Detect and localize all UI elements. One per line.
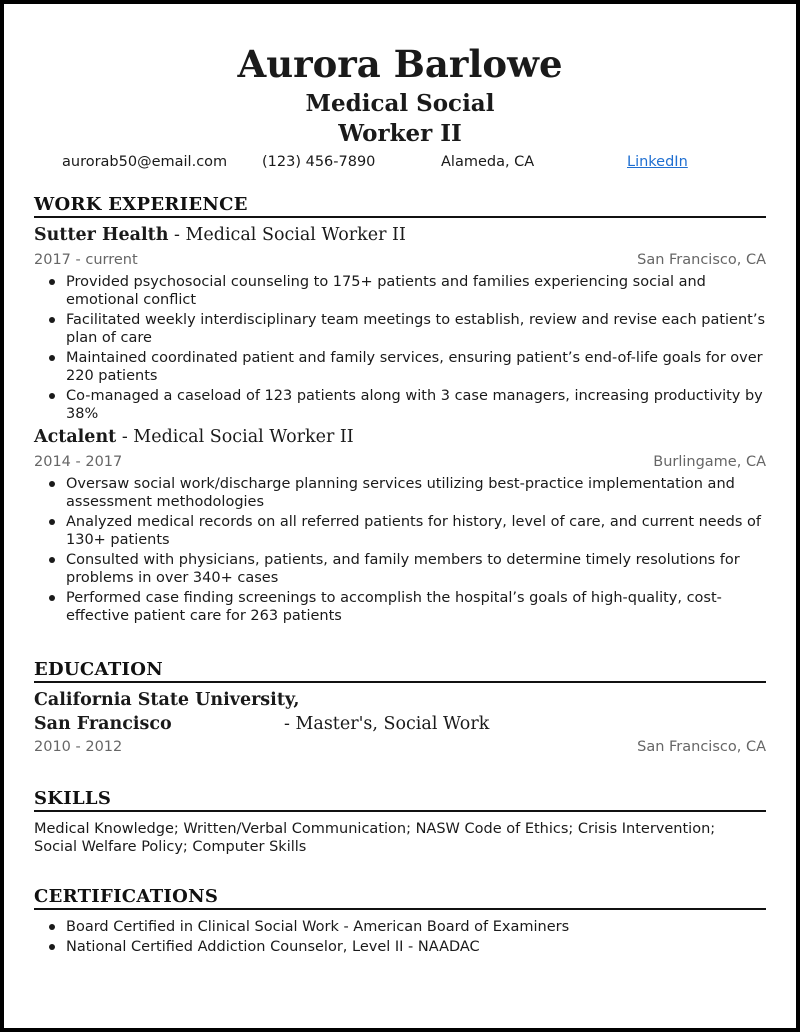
section-skills: SKILLS <box>34 788 766 812</box>
list-item: National Certified Addiction Counselor, Level II - NAADAC <box>34 938 769 956</box>
job-title-line-2: Worker II <box>338 120 462 147</box>
job-dates: 2017 - current <box>34 252 138 268</box>
job-separator: - <box>116 427 134 447</box>
list-item: Consulted with physicians, patients, and family members to determine timely resolutions for problems in over 340+ cases <box>34 551 769 587</box>
job-company: Actalent <box>34 427 117 447</box>
certifications-list <box>34 918 769 958</box>
list-item: Co-managed a caseload of 123 patients along with 3 case managers, increasing productivity by 38% <box>34 387 769 423</box>
job-title-line-1: Medical Social <box>305 90 495 117</box>
school-name: California State University, <box>34 690 300 710</box>
job-2-bullets <box>34 475 769 627</box>
list-item: Performed case finding screenings to accomplish the hospital’s goals of high-quality, cost-effective patient care for 263 patients <box>34 589 769 625</box>
job-role: Medical Social Worker II <box>185 225 406 245</box>
job-location: Burlingame, CA <box>653 454 766 470</box>
education-school-line-1 <box>34 690 299 710</box>
list-item: Facilitated weekly interdisciplinary team meetings to establish, review and revise each patient’s plan of care <box>34 311 769 347</box>
job-heading-2 <box>34 427 354 447</box>
linkedin-link[interactable]: LinkedIn <box>627 154 688 170</box>
section-certifications: CERTIFICATIONS <box>34 886 766 910</box>
list-item: Analyzed medical records on all referred patients for history, level of care, and current needs of 130+ patients <box>34 513 769 549</box>
list-item: Maintained coordinated patient and family services, ensuring patient’s end-of-life goals for over 220 patients <box>34 349 769 385</box>
list-item: Oversaw social work/discharge planning services utilizing best-practice implementation and assessment methodologies <box>34 475 769 511</box>
section-education: EDUCATION <box>34 659 766 683</box>
contact-phone: (123) 456-7890 <box>262 154 376 170</box>
school-campus: San Francisco <box>34 714 172 734</box>
education-school-line-2 <box>34 714 172 734</box>
education-location: San Francisco, CA <box>637 739 766 755</box>
section-work-experience: WORK EXPERIENCE <box>34 194 766 218</box>
job-separator: - <box>168 225 186 245</box>
contact-email: aurorab50@email.com <box>62 154 228 170</box>
resume-page <box>4 4 796 1028</box>
job-company: Sutter Health <box>34 225 169 245</box>
candidate-name: Aurora Barlowe <box>237 42 563 86</box>
contact-location: Alameda, CA <box>441 154 535 170</box>
education-dates: 2010 - 2012 <box>34 739 123 755</box>
job-location: San Francisco, CA <box>637 252 766 268</box>
list-item: Provided psychosocial counseling to 175+ patients and families experiencing social and emotional conflict <box>34 273 769 309</box>
job-1-bullets <box>34 273 769 425</box>
job-heading-1 <box>34 225 406 245</box>
list-item: Board Certified in Clinical Social Work - American Board of Examiners <box>34 918 769 936</box>
job-role: Medical Social Worker II <box>133 427 354 447</box>
job-dates: 2014 - 2017 <box>34 454 123 470</box>
education-degree: - Master's, Social Work <box>284 714 490 734</box>
skills-text: Medical Knowledge; Written/Verbal Communication; NASW Code of Ethics; Crisis Intervention; Social Welfare Policy; Computer Skills <box>34 821 716 855</box>
